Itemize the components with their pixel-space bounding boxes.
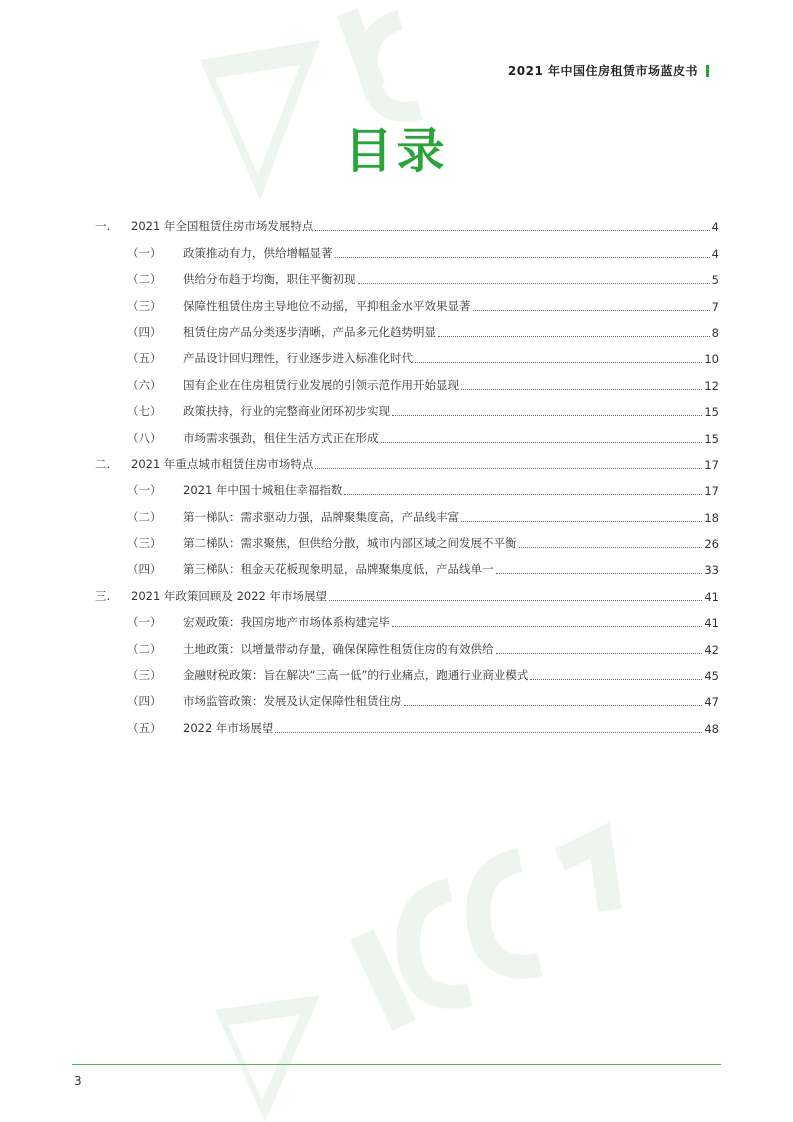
toc-entry-number: （二）	[127, 641, 162, 656]
page-number: 3	[74, 1074, 82, 1088]
toc-entry[interactable]	[95, 551, 719, 577]
toc-leader-dots	[496, 573, 703, 574]
toc-entry-number: （一）	[127, 245, 162, 260]
toc-leader-dots	[530, 679, 702, 680]
toc-entry[interactable]	[95, 419, 719, 445]
toc-entry-label: 政策扶持，行业的完整商业闭环初步实现	[183, 404, 390, 419]
page-title: 目录	[344, 123, 449, 179]
toc-leader-dots	[438, 336, 710, 337]
toc-leader-dots	[519, 547, 703, 548]
toc-entry-page: 10	[704, 352, 719, 367]
toc-entry-page: 17	[704, 484, 719, 499]
toc-entry[interactable]	[95, 657, 719, 683]
toc-entry[interactable]	[95, 472, 719, 498]
toc-entry-label: 第三梯队：租金天花板现象明显，品牌聚集度低，产品线单一	[183, 562, 494, 577]
toc-entry-number: （四）	[127, 324, 162, 339]
toc-entry[interactable]	[95, 393, 719, 419]
toc-leader-dots	[461, 389, 702, 390]
toc-leader-dots	[473, 310, 710, 311]
toc-entry[interactable]	[95, 604, 719, 630]
toc-entry-label: 2022 年市场展望	[183, 720, 274, 735]
toc-leader-dots	[392, 626, 702, 627]
toc-leader-dots	[335, 257, 710, 258]
table-of-contents	[95, 208, 719, 736]
toc-entry-page: 12	[704, 378, 719, 393]
toc-entry-label: 2021 年政策回顾及 2022 年市场展望	[131, 588, 327, 603]
toc-entry-number: 三.	[95, 588, 111, 603]
toc-entry-page: 26	[704, 537, 719, 552]
header-doc-title: 2021 年中国住房租赁市场蓝皮书	[507, 64, 698, 78]
toc-leader-dots	[381, 442, 703, 443]
toc-entry-number: （二）	[127, 272, 162, 287]
toc-entry-number: （一）	[127, 483, 162, 498]
toc-entry-label: 2021 年全国租赁住房市场发展特点	[131, 219, 314, 234]
toc-entry-page: 41	[704, 616, 719, 631]
toc-entry-label: 第一梯队：需求驱动力强，品牌聚集度高，产品线丰富	[183, 509, 459, 524]
toc-leader-dots	[415, 362, 702, 363]
toc-entry-page: 4	[711, 246, 719, 261]
toc-entry-page: 48	[704, 721, 719, 736]
toc-entry-number: （二）	[127, 509, 162, 524]
toc-entry-number: （五）	[127, 720, 162, 735]
toc-entry[interactable]	[95, 314, 719, 340]
toc-entry-page: 18	[704, 510, 719, 525]
toc-entry-label: 产品设计回归理性，行业逐步进入标准化时代	[183, 351, 413, 366]
toc-leader-dots	[496, 653, 703, 654]
toc-leader-dots	[315, 468, 702, 469]
toc-entry-number: （四）	[127, 562, 162, 577]
toc-entry-label: 第二梯队：需求聚焦，但供给分散，城市内部区域之间发展不平衡	[183, 536, 517, 551]
toc-entry[interactable]	[95, 208, 719, 234]
toc-entry-page: 17	[704, 457, 719, 472]
toc-entry-label: 土地政策：以增量带动存量，确保保障性租赁住房的有效供给	[183, 641, 494, 656]
toc-entry-page: 7	[711, 299, 719, 314]
toc-entry-number: （五）	[127, 351, 162, 366]
toc-entry[interactable]	[95, 446, 719, 472]
toc-leader-dots	[275, 732, 702, 733]
toc-entry-label: 国有企业在住房租赁行业发展的引领示范作用开始显现	[183, 377, 459, 392]
toc-entry-page: 15	[704, 405, 719, 420]
toc-entry-page: 33	[704, 563, 719, 578]
toc-entry-label: 供给分布趋于均衡，职住平衡初现	[183, 272, 356, 287]
toc-entry-label: 租赁住房产品分类逐步清晰，产品多元化趋势明显	[183, 324, 436, 339]
toc-entry-label: 市场监管政策：发展及认定保障性租赁住房	[183, 694, 402, 709]
toc-entry-number: （三）	[127, 668, 162, 683]
toc-entry[interactable]	[95, 709, 719, 735]
toc-entry[interactable]	[95, 498, 719, 524]
toc-entry-number: 二.	[95, 456, 111, 471]
toc-leader-dots	[461, 521, 702, 522]
toc-entry[interactable]	[95, 340, 719, 366]
toc-entry-label: 2021 年中国十城租住幸福指数	[183, 483, 343, 498]
toc-entry-number: （三）	[127, 298, 162, 313]
toc-entry-page: 15	[704, 431, 719, 446]
document-header	[508, 62, 709, 79]
toc-entry-number: （六）	[127, 377, 162, 392]
toc-entry[interactable]	[95, 630, 719, 656]
toc-entry-page: 47	[704, 695, 719, 710]
toc-entry-label: 保障性租赁住房主导地位不动摇，平抑租金水平效果显著	[183, 298, 471, 313]
toc-entry-number: （一）	[127, 615, 162, 630]
toc-entry-number: （八）	[127, 430, 162, 445]
toc-entry[interactable]	[95, 577, 719, 603]
toc-entry-page: 4	[711, 220, 719, 235]
toc-entry-page: 45	[704, 669, 719, 684]
toc-entry-label: 2021 年重点城市租赁住房市场特点	[131, 456, 314, 471]
toc-entry-page: 42	[704, 642, 719, 657]
toc-entry-label: 政策推动有力，供给增幅显著	[183, 245, 333, 260]
toc-entry-number: （七）	[127, 404, 162, 419]
toc-entry-number: （四）	[127, 694, 162, 709]
toc-leader-dots	[392, 415, 702, 416]
toc-entry-page: 5	[711, 273, 719, 288]
toc-entry-number: （三）	[127, 536, 162, 551]
toc-entry[interactable]	[95, 525, 719, 551]
toc-leader-dots	[329, 600, 702, 601]
toc-leader-dots	[404, 705, 703, 706]
footer-rule	[72, 1064, 721, 1065]
toc-leader-dots	[344, 494, 702, 495]
toc-entry-page: 41	[704, 589, 719, 604]
header-accent-bar	[706, 65, 709, 77]
toc-entry[interactable]	[95, 366, 719, 392]
toc-leader-dots	[315, 230, 709, 231]
toc-entry[interactable]	[95, 287, 719, 313]
toc-entry[interactable]	[95, 234, 719, 260]
toc-entry-label: 市场需求强劲，租住生活方式正在形成	[183, 430, 379, 445]
toc-entry[interactable]	[95, 683, 719, 709]
toc-entry-label: 宏观政策：我国房地产市场体系构建完毕	[183, 615, 390, 630]
toc-leader-dots	[358, 283, 710, 284]
toc-entry-number: 一.	[95, 219, 111, 234]
toc-entry[interactable]	[95, 261, 719, 287]
toc-entry-label: 金融财税政策：旨在解决“三高一低”的行业痛点，跑通行业商业模式	[183, 668, 529, 683]
toc-entry-page: 8	[711, 325, 719, 340]
